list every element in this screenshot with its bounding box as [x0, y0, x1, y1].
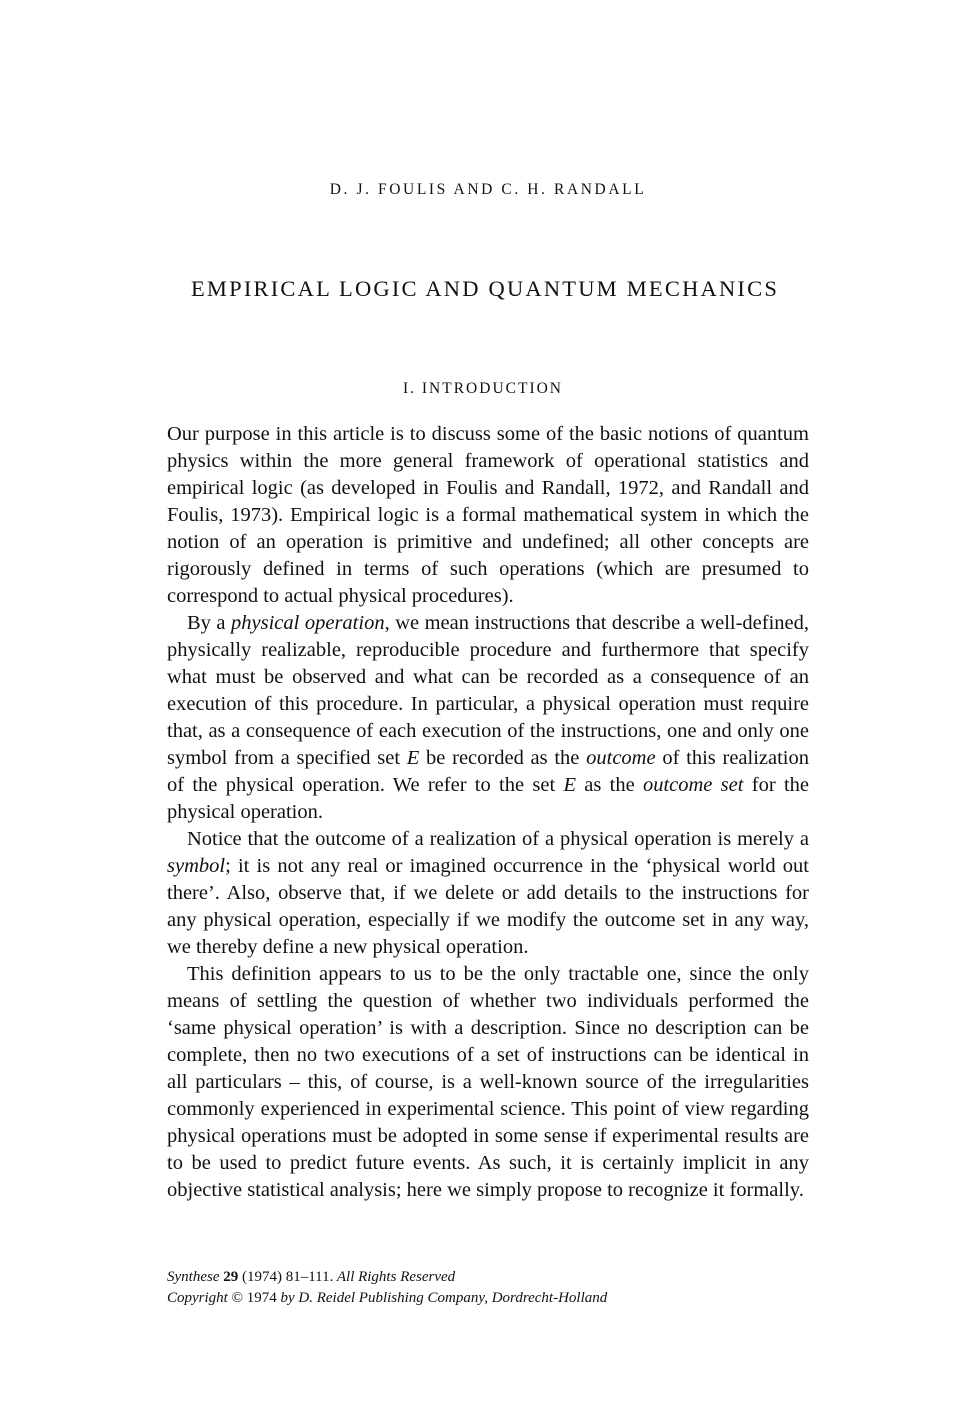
year-pages: (1974) 81–111. — [241, 1269, 334, 1285]
publication-footer — [167, 1267, 809, 1309]
paragraph-2-text: , we mean instructions that describe a well-defined, physically realizable, reproducible procedure and furthermore that specify what must be observed and what can be recorded as a consequence of an execution of this procedure. In particular, a physical operation must require that, as a consequence of each execution of the instructions, one and only one symbol from a specified set — [167, 612, 810, 769]
paragraph-4: This definition appears to us to be the only tractable one, since the only means of settling the question of whether two individuals performed the ‘same physical operation’ is with a description. Since no description can be complete, then no two executions of a set of instructions can be identical in all particulars – this, of course, is a well-known source of the irregularities commonly experienced in experimental science. This point of view regarding physical operations must be adopted in some sense if experimental results are to be used to predict future events. As such, it is certainly implicit in any objective statistical analysis; here we simply propose to recognize it formally. — [167, 963, 809, 1201]
paragraph-2-text: as the — [575, 774, 643, 796]
copyright-line — [167, 1288, 809, 1309]
term-physical-operation: physical operation — [231, 612, 385, 634]
journal-volume: 29 — [223, 1269, 239, 1285]
publisher-text: by D. Reidel Publishing Company, Dordrecht-Holland — [280, 1290, 608, 1306]
paragraph-3-text: ; it is not any real or imagined occurrence in the ‘physical world out there’. Also, observe that, if we delete or add details to the instructions for any physical operation, especially if we modify the outcome set in any way, we thereby define a new physical operation. — [167, 855, 809, 958]
term-outcome-set: outcome set — [642, 774, 744, 796]
term-symbol: symbol — [167, 855, 226, 877]
paragraph-2-text: be recorded as the — [419, 747, 587, 769]
citation-line — [167, 1267, 809, 1288]
copyright-word: Copyright — [167, 1290, 228, 1306]
paragraph-2-text: for the physical operation. — [167, 774, 809, 823]
article-body — [167, 421, 809, 1204]
paragraph-2-text: By a — [187, 612, 232, 634]
term-outcome: outcome — [586, 747, 656, 769]
authors-line: D. J. FOULIS AND C. H. RANDALL — [329, 181, 647, 198]
paragraph-1: Our purpose in this article is to discuss some of the basic notions of quantum physics within the more general framework of operational statistics and empirical logic (as developed in Foulis and Randall, 1972, and Randall and Foulis, 1973). Empirical logic is a formal mathematical system in which the notion of an operation is primitive and undefined; all other concepts are rigorously defined in terms of such operations (which are presumed to correspond to actual physical procedures). — [167, 423, 809, 607]
journal-name: Synthese — [167, 1269, 220, 1285]
copyright-year: 1974 — [246, 1290, 277, 1306]
rights-text: All Rights Reserved — [336, 1269, 456, 1285]
paragraph-3 — [167, 826, 809, 961]
section-heading: I. INTRODUCTION — [402, 380, 563, 397]
copyright-symbol: © — [231, 1290, 243, 1306]
paragraph-2 — [167, 610, 809, 826]
paragraph-3-text: Notice that the outcome of a realization of a physical operation is merely a — [187, 828, 809, 850]
symbol-e: E — [563, 774, 576, 796]
article-title: EMPIRICAL LOGIC AND QUANTUM MECHANICS — [190, 276, 780, 301]
paragraph-2-text: of this realization of the physical operation. We refer to the set — [167, 747, 809, 796]
symbol-e: E — [406, 747, 420, 769]
